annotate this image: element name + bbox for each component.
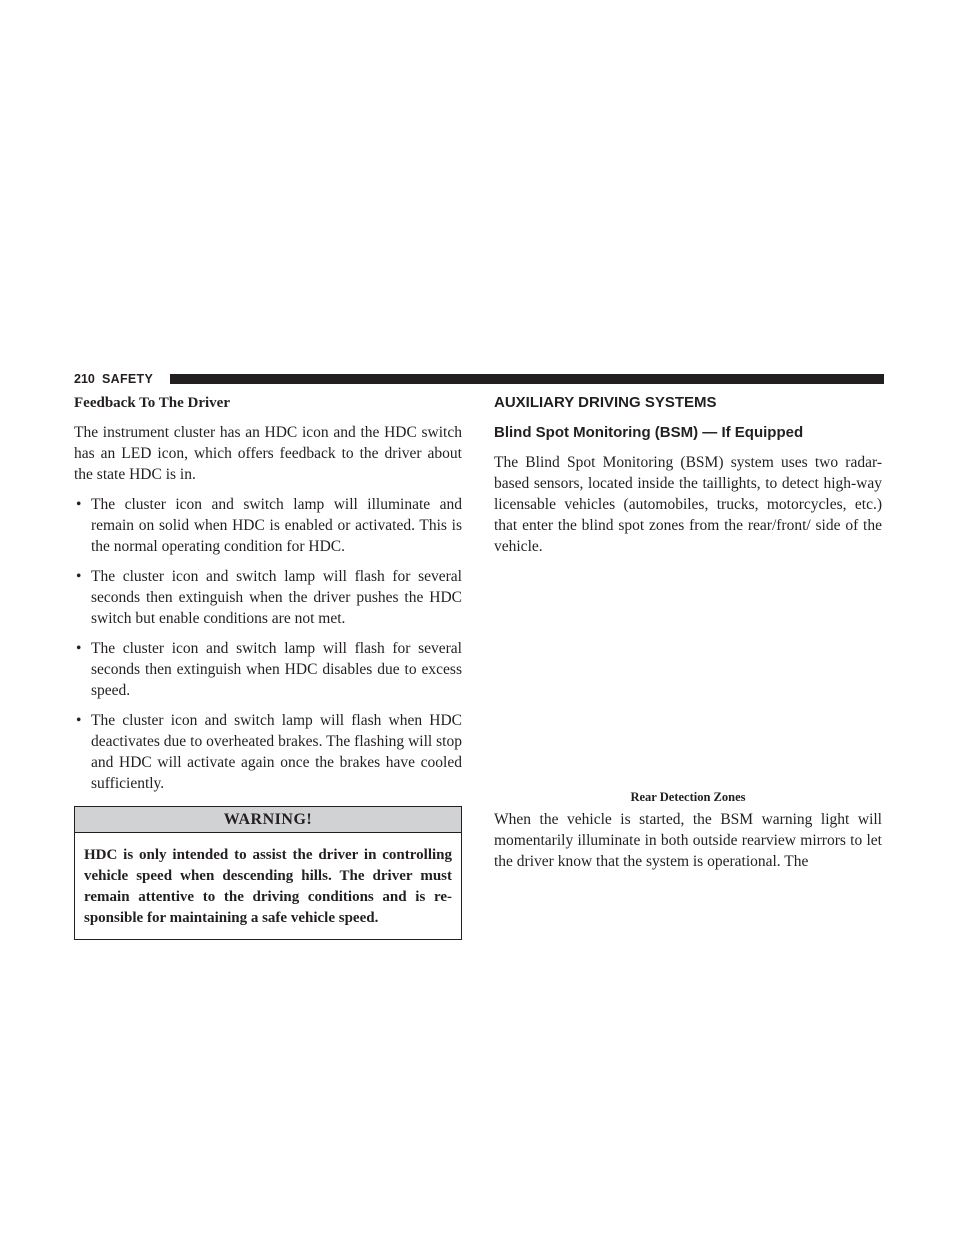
left-column	[74, 393, 462, 940]
list-item	[74, 494, 462, 557]
bsm-startup-paragraph: When the vehicle is started, the BSM warning light will momentarily illuminate in both outside rearview mirrors to let the driver know that the system is operational. The	[494, 811, 882, 870]
list-item	[74, 566, 462, 629]
warning-body: HDC is only intended to assist the driver in controlling vehicle speed when descending hills. The driver must remain attentive to the driving conditions and is re-sponsible for maintaining a safe vehicle speed.	[84, 847, 452, 926]
header-rule	[170, 374, 884, 384]
warning-box	[74, 806, 462, 940]
bsm-subheading: Blind Spot Monitoring (BSM) — If Equipped	[494, 424, 804, 441]
bsm-paragraph: The Blind Spot Monitoring (BSM) system uses two radar-based sensors, located inside the taillights, to detect high-way licensable vehicles (automobiles, trucks, motorcycles, etc.) that enter the blind spot zones from the rear/front/ side of the vehicle.	[494, 454, 882, 555]
bullet-icon: •	[76, 712, 82, 729]
section-title: SAFETY	[102, 372, 154, 386]
list-item	[74, 710, 462, 794]
bullet-icon: •	[76, 568, 82, 585]
page-number: 210	[74, 372, 95, 386]
feedback-subheading: Feedback To The Driver	[74, 395, 230, 411]
warning-title: WARNING!	[75, 807, 461, 833]
list-item-text: The cluster icon and switch lamp will flash when HDC deactivates due to overheated brakes. The flashing will stop and HDC will activate again once the brakes have cooled sufficiently.	[91, 712, 462, 792]
list-item-text: The cluster icon and switch lamp will flash for several seconds then extinguish when HDC disables due to excess speed.	[91, 640, 462, 699]
list-item	[74, 638, 462, 701]
list-item-text: The cluster icon and switch lamp will flash for several seconds then extinguish when the driver pushes the HDC switch but enable conditions are not met.	[91, 568, 462, 627]
feedback-bullet-list	[74, 494, 462, 794]
page-header	[74, 370, 884, 388]
bullet-icon: •	[76, 496, 82, 513]
list-item-text: The cluster icon and switch lamp will illuminate and remain on solid when HDC is enabled or activated. This is the normal operating condition for HDC.	[91, 496, 462, 555]
rear-detection-figure	[494, 566, 882, 788]
bullet-icon: •	[76, 640, 82, 657]
feedback-intro: The instrument cluster has an HDC icon and the HDC switch has an LED icon, which offers feedback to the driver about the state HDC is in.	[74, 424, 462, 483]
section-heading: AUXILIARY DRIVING SYSTEMS	[494, 394, 717, 411]
right-column	[494, 393, 882, 881]
figure-caption: Rear Detection Zones	[630, 790, 746, 804]
